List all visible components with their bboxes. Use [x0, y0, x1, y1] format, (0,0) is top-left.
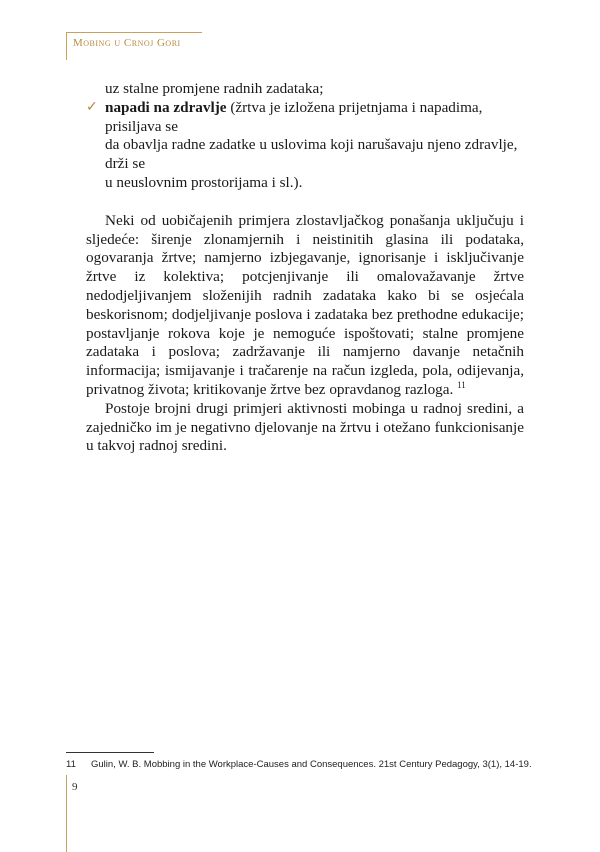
bullet-bold-label: napadi na zdravlje — [105, 98, 227, 116]
body-text — [86, 80, 524, 456]
footnote — [66, 759, 536, 770]
footnote-text: Gulin, W. B. Mobbing in the Workplace-Causes and Consequences. 21st Century Pedagogy, 3(1), 14-19. — [91, 759, 532, 770]
checkmark-icon: ✓ — [86, 99, 98, 115]
footnote-ref[interactable]: 11 — [457, 379, 466, 390]
paragraph — [86, 400, 524, 456]
paragraph-2-text: Postoje brojni drugi primjeri aktivnosti mobinga u radnoj sredini, a zajedničko im je negativno djelovanje na žrtvu i otežano funkcionisanje u takvoj radnoj sredini. — [86, 399, 524, 455]
header-rule — [66, 32, 67, 60]
running-header: Mobing u Crnoj Gori — [73, 37, 181, 49]
paragraph-1-text: Neki od uobičajenih primjera zlostavljačkog ponašanja uključuju i sljedeće: širenje zlonamjernih i neistinitih glasina ili podataka, ogovaranja žrtve; namjerno izbjegavanje, ignorisanje i isključivanje žrtve iz kolektiva; potcjenjivanje ili omalovažavanje žrtve nedodjeljivanjem složenijih radnih zadataka kako bi se osjećala beskorisnom; dodjeljivanje poslova i zadataka bez prethodne edukacije; postavljanje rokova koje je nemoguće ispoštovati; stalne promjene zadataka i poslova; zadržavanje ili namjerno davanje netačnih informacija; ismijavanje i tračarenje na račun izgleda, pola, odijevanja, privatnog života; kritikovanje žrtve bez opravdanog razloga. — [86, 211, 524, 398]
page-number: 9 — [72, 781, 78, 793]
paragraph — [86, 212, 524, 400]
list-item — [86, 99, 524, 193]
footnote-separator — [66, 752, 154, 753]
footnote-number: 11 — [66, 759, 76, 770]
bullet-text-line2: da obavlja radne zadatke u uslovima koji narušavaju njeno zdravlje, drži se — [105, 136, 518, 173]
header-rule-top — [66, 32, 202, 33]
footer-rule — [66, 775, 67, 852]
bullet-text-line1: (žrtva je izložena prijetnjama i napadima, prisiljava se — [105, 98, 483, 135]
bullet-text-line3: u neuslovnim prostorijama i sl.). — [105, 173, 303, 191]
list-continuation: uz stalne promjene radnih zadataka; — [105, 80, 324, 97]
